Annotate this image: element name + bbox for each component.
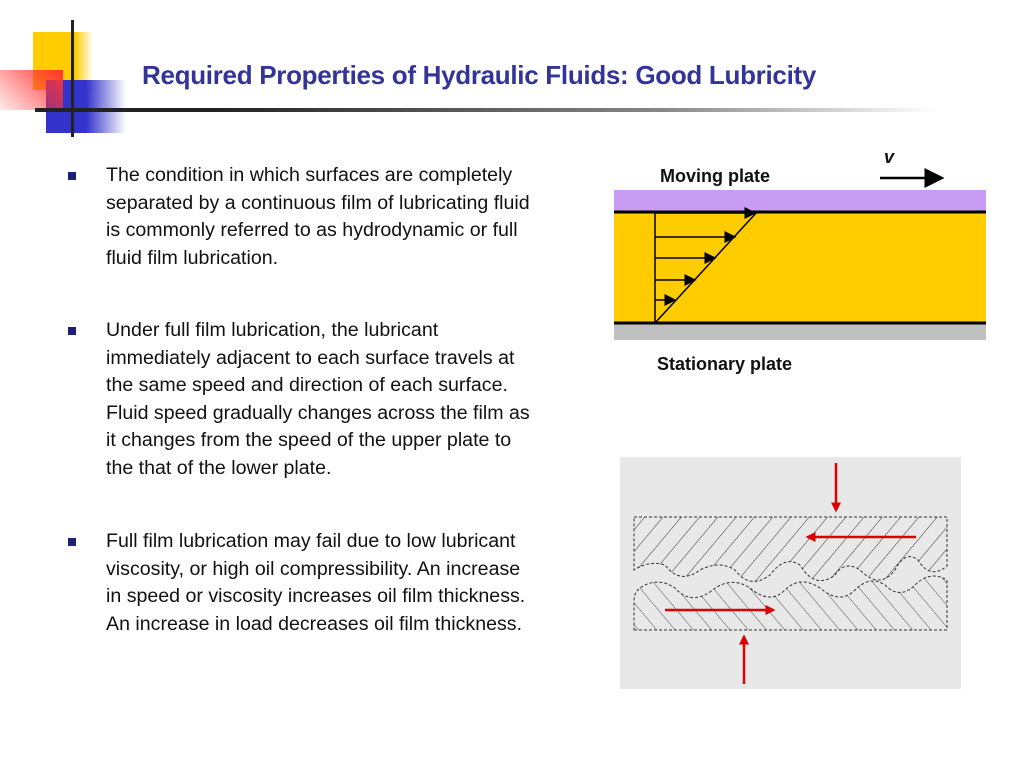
stationary-plate — [614, 323, 986, 340]
moving-plate — [614, 190, 986, 212]
bullet-text-1: The condition in which surfaces are completely separated by a continuous film of lubricating fluid is commonly referred to as hydrodynamic or full fluid film lubrication. — [106, 164, 530, 269]
stationary-plate-label: Stationary plate — [657, 354, 793, 374]
bullet-text-2: Under full film lubrication, the lubricant immediately adjacent to each surface travels at the same speed and direction of each surface. Fluid speed gradually changes across the film as it changes from the speed of the upper plate to the that of the lower plate. — [106, 319, 530, 479]
slide-title: Required Properties of Hydraulic Fluids: Good Lubricity — [142, 60, 817, 90]
velocity-symbol: v — [884, 147, 895, 167]
asperity-contact-diagram — [620, 457, 961, 689]
moving-plate-label: Moving plate — [660, 166, 771, 186]
bullet-text-3: Full film lubrication may fail due to low lubricant viscosity, or high oil compressibility. An increase in speed or viscosity increases oil film thickness. An increase in load decreases oil film thickness. — [106, 530, 526, 635]
